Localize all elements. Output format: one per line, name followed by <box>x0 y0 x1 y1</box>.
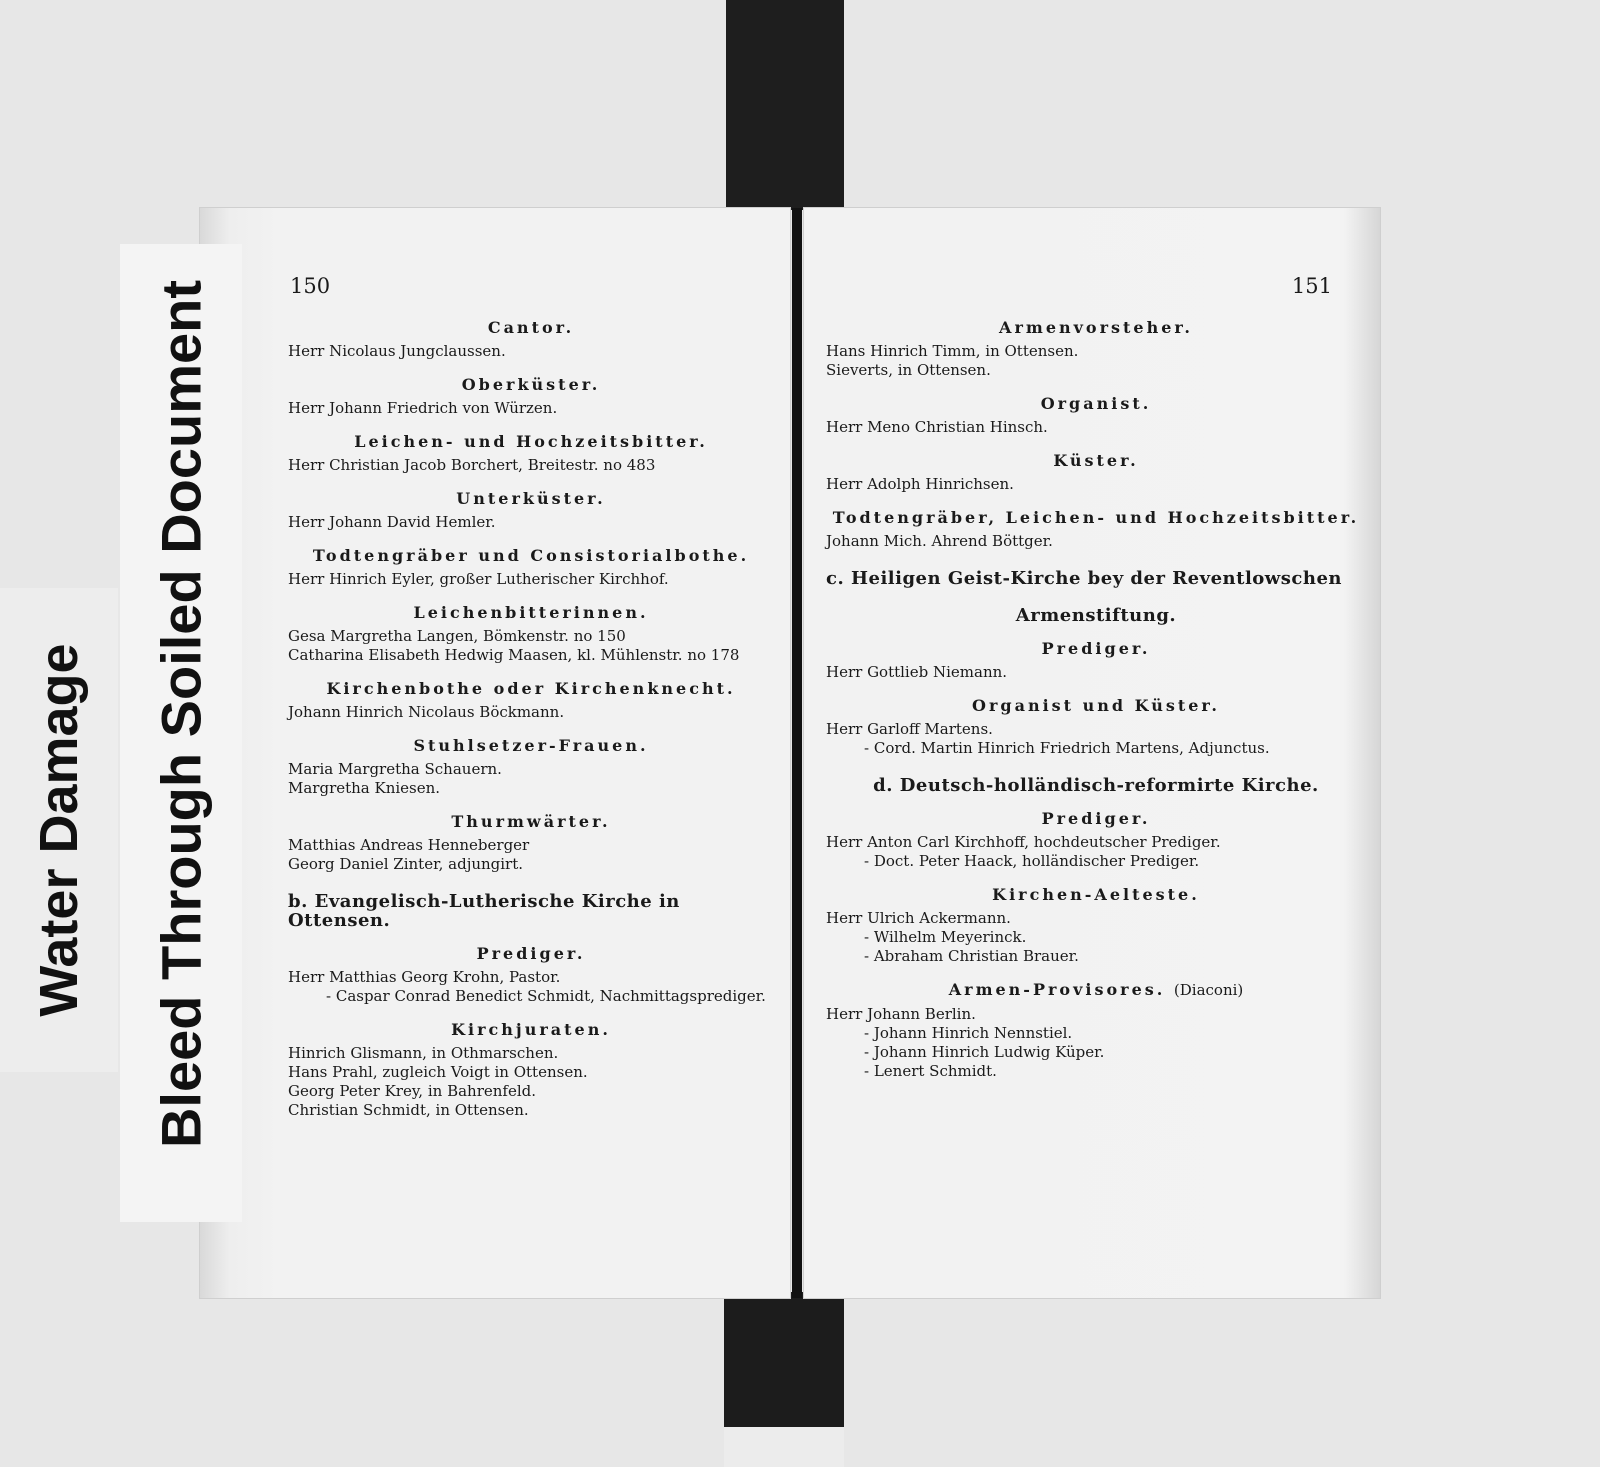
entry-line: Christian Schmidt, in Ottensen. <box>288 1101 529 1119</box>
entry-line: Herr Meno Christian Hinsch. <box>826 418 1048 436</box>
entry-line: Herr Ulrich Ackermann. <box>826 909 1011 927</box>
entry-line: Herr Hinrich Eyler, großer Lutherischer Kirchhof. <box>288 570 669 588</box>
church-heading: b. Evangelisch-Lutherische Kirche in Ottensen. <box>288 891 680 931</box>
book-gutter <box>792 208 802 1298</box>
section-heading: Leichenbitterinnen. <box>413 603 649 622</box>
entry-line: Hinrich Glismann, in Othmarschen. <box>288 1044 559 1062</box>
entry-line: Herr Johann David Hemler. <box>288 513 496 531</box>
page-number-right: 151 <box>1291 274 1332 298</box>
right-page-text <box>826 304 1366 1081</box>
section-heading: Cantor. <box>487 318 575 337</box>
section-heading: Leichen- und Hochzeitsbitter. <box>354 432 708 451</box>
church-heading: d. Deutsch-holländisch-reformirte Kirche. <box>873 775 1319 796</box>
entry-line: Herr Christian Jacob Borchert, Breitestr. no 483 <box>288 456 656 474</box>
entry-line: Matthias Andreas Henneberger <box>288 836 530 854</box>
right-page <box>804 208 1380 1298</box>
entry-line: Herr Nicolaus Jungclaussen. <box>288 342 506 360</box>
entry-line-indented: - Johann Hinrich Ludwig Küper. <box>864 1043 1105 1061</box>
section-heading: Kirchjuraten. <box>451 1020 611 1039</box>
entry-line: Catharina Elisabeth Hedwig Maasen, kl. Mühlenstr. no 178 <box>288 646 740 664</box>
water-damage-label <box>0 588 118 1072</box>
film-strip-top <box>726 0 844 210</box>
entry-line: Herr Gottlieb Niemann. <box>826 663 1008 681</box>
entry-line-indented: - Cord. Martin Hinrich Friedrich Martens, Adjunctus. <box>864 739 1270 757</box>
section-heading: Prediger. <box>1041 809 1151 828</box>
section-heading: Todtengräber und Consistorialbothe. <box>312 546 750 565</box>
bleed-through-label <box>120 244 242 1222</box>
heading-note: (Diaconi) <box>1173 981 1244 999</box>
heading-text: Armen-Provisores. <box>948 980 1166 999</box>
entry-line: Georg Peter Krey, in Bahrenfeld. <box>288 1082 536 1100</box>
section-heading: Oberküster. <box>461 375 601 394</box>
section-heading: Organist. <box>1040 394 1152 413</box>
section-heading <box>826 980 1366 1000</box>
bleed-through-text: Bleed Through Soiled Document <box>149 279 213 1149</box>
film-strip-bottom <box>724 1292 844 1467</box>
section-heading: Küster. <box>1053 451 1139 470</box>
section-heading: Organist und Küster. <box>972 696 1220 715</box>
left-page <box>200 208 790 1298</box>
entry-line-indented: - Wilhelm Meyerinck. <box>864 928 1027 946</box>
page-number-left: 150 <box>290 274 331 298</box>
section-heading: Armenvorsteher. <box>999 318 1193 337</box>
entry-line: Herr Garloff Martens. <box>826 720 993 738</box>
section-heading: Prediger. <box>476 944 586 963</box>
section-heading: Kirchen-Aelteste. <box>992 885 1200 904</box>
section-heading: Thurmwärter. <box>451 812 611 831</box>
entry-line: Johann Mich. Ahrend Böttger. <box>826 532 1053 550</box>
entry-line: Herr Matthias Georg Krohn, Pastor. <box>288 968 561 986</box>
entry-line: Herr Johann Friedrich von Würzen. <box>288 399 558 417</box>
entry-line: Herr Johann Berlin. <box>826 1005 976 1023</box>
section-heading: Kirchenbothe oder Kirchenknecht. <box>326 679 736 698</box>
entry-line-indented: - Johann Hinrich Nennstiel. <box>864 1024 1073 1042</box>
entry-line: Herr Adolph Hinrichsen. <box>826 475 1014 493</box>
entry-line: Hans Hinrich Timm, in Ottensen. <box>826 342 1079 360</box>
open-book <box>200 208 1380 1298</box>
section-heading: Unterküster. <box>456 489 606 508</box>
entry-line: Georg Daniel Zinter, adjungirt. <box>288 855 524 873</box>
church-heading: c. Heiligen Geist-Kirche bey der Reventlowschen <box>826 568 1343 589</box>
church-heading-cont: Armenstiftung. <box>1015 605 1177 626</box>
section-heading: Stuhlsetzer-Frauen. <box>413 736 649 755</box>
water-damage-text: Water Damage <box>29 643 89 1017</box>
section-heading: Prediger. <box>1041 639 1151 658</box>
entry-line: Johann Hinrich Nicolaus Böckmann. <box>288 703 565 721</box>
entry-line: Gesa Margretha Langen, Bömkenstr. no 150 <box>288 627 626 645</box>
section-heading: Todtengräber, Leichen- und Hochzeitsbitter. <box>832 508 1360 527</box>
entry-line: Maria Margretha Schauern. <box>288 760 502 778</box>
entry-line: Sieverts, in Ottensen. <box>826 361 991 379</box>
entry-line-indented: - Doct. Peter Haack, holländischer Prediger. <box>864 852 1200 870</box>
entry-line: Hans Prahl, zugleich Voigt in Ottensen. <box>288 1063 588 1081</box>
entry-line: Margretha Kniesen. <box>288 779 441 797</box>
entry-line-indented: - Abraham Christian Brauer. <box>864 947 1079 965</box>
entry-line-indented: - Lenert Schmidt. <box>864 1062 997 1080</box>
entry-line-indented: - Caspar Conrad Benedict Schmidt, Nachmittagsprediger. <box>326 987 766 1005</box>
entry-line: Herr Anton Carl Kirchhoff, hochdeutscher Prediger. <box>826 833 1221 851</box>
left-page-text <box>288 304 774 1120</box>
